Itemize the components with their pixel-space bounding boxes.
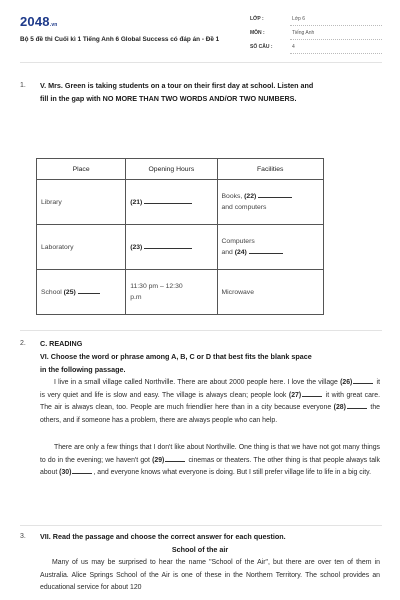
table-header: Opening Hours [126,159,217,180]
document-title: Bộ 5 đề thi Cuối kì 1 Tiếng Anh 6 Global Success có đáp án - Đề 1 [20,36,220,43]
table-row [37,225,324,270]
section-divider [20,330,382,331]
passage-title: School of the air [171,545,229,554]
table-cell: School (25) [37,270,126,315]
reading-paragraph: There are only a few things that I don't like about Northville. One thing is that we have not got many things to do in the evening; we haven't got (29) cinemas or theaters. The other thing is that people always talk about (30) , and everyone knows what everyone is doing. But I still prefer village life to life in a big city. [40,444,380,477]
table-row [37,270,324,315]
table-row [37,180,324,225]
table-header-row [37,159,324,180]
question-instruction: in the following passage. [40,365,126,374]
question-instruction: V. Mrs. Green is taking students on a tour on their first day at school. Listen and [40,81,314,90]
answer-blank[interactable] [78,287,100,294]
answer-blank[interactable] [144,197,192,204]
table-cell: Microwave [217,270,324,315]
question-count-field: SỐ CÂU : 4 [250,42,382,54]
grade-field: LỚP : Lớp 6 [250,14,382,26]
question-number: 1. [20,82,26,89]
subject-field: MÔN : Tiếng Anh [250,28,382,40]
answer-blank[interactable] [144,242,192,249]
table-cell: (23) [126,225,217,270]
question-instruction: VI. Choose the word or phrase among A, B, C or D that best fits the blank space [40,352,312,361]
table-cell: Library [37,180,126,225]
answer-blank[interactable] [302,390,322,397]
answer-blank[interactable] [353,377,373,384]
answer-blank[interactable] [347,402,367,409]
section-heading: C. READING [40,339,83,348]
listening-table [36,158,324,315]
answer-blank[interactable] [165,455,185,462]
answer-blank[interactable] [249,247,283,254]
document-header [20,8,382,58]
table-header: Place [37,159,126,180]
reading-paragraph: Many of us may be surprised to hear the name "School of the Air", but there are over ten of them in Australia. Alice Springs School of the Air is one of these in the Northern Territory. The school provides an educational service for about 120 [40,559,380,592]
table-cell: Books, (22) and computers [217,180,324,225]
question-number: 2. [20,340,26,347]
reading-paragraph: I live in a small village called Northville. There are about 2000 people here. I love the village (26) it is very quiet and life is slow and easy. The village is always clean; people look (27) it with great care. The air is always clean, too. People are much friendlier here than in a city because everyone (28) the others, and if someone has a problem, there are always people who can help. [40,379,380,424]
table-cell: Computers and (24) [217,225,324,270]
question-instruction: VII. Read the passage and choose the correct answer for each question. [40,532,286,541]
table-header: Facilities [217,159,324,180]
header-divider [20,62,382,63]
section-divider [20,525,382,526]
answer-blank[interactable] [258,191,292,198]
table-cell: Laboratory [37,225,126,270]
question-number: 3. [20,533,26,540]
answer-blank[interactable] [72,467,92,474]
question-instruction: fill in the gap with NO MORE THAN TWO WORDS AND/OR TWO NUMBERS. [40,94,297,103]
table-cell: 11:30 pm – 12:30 p.m [126,270,217,315]
site-logo[interactable]: 2048.vn [20,14,58,29]
table-cell: (21) [126,180,217,225]
